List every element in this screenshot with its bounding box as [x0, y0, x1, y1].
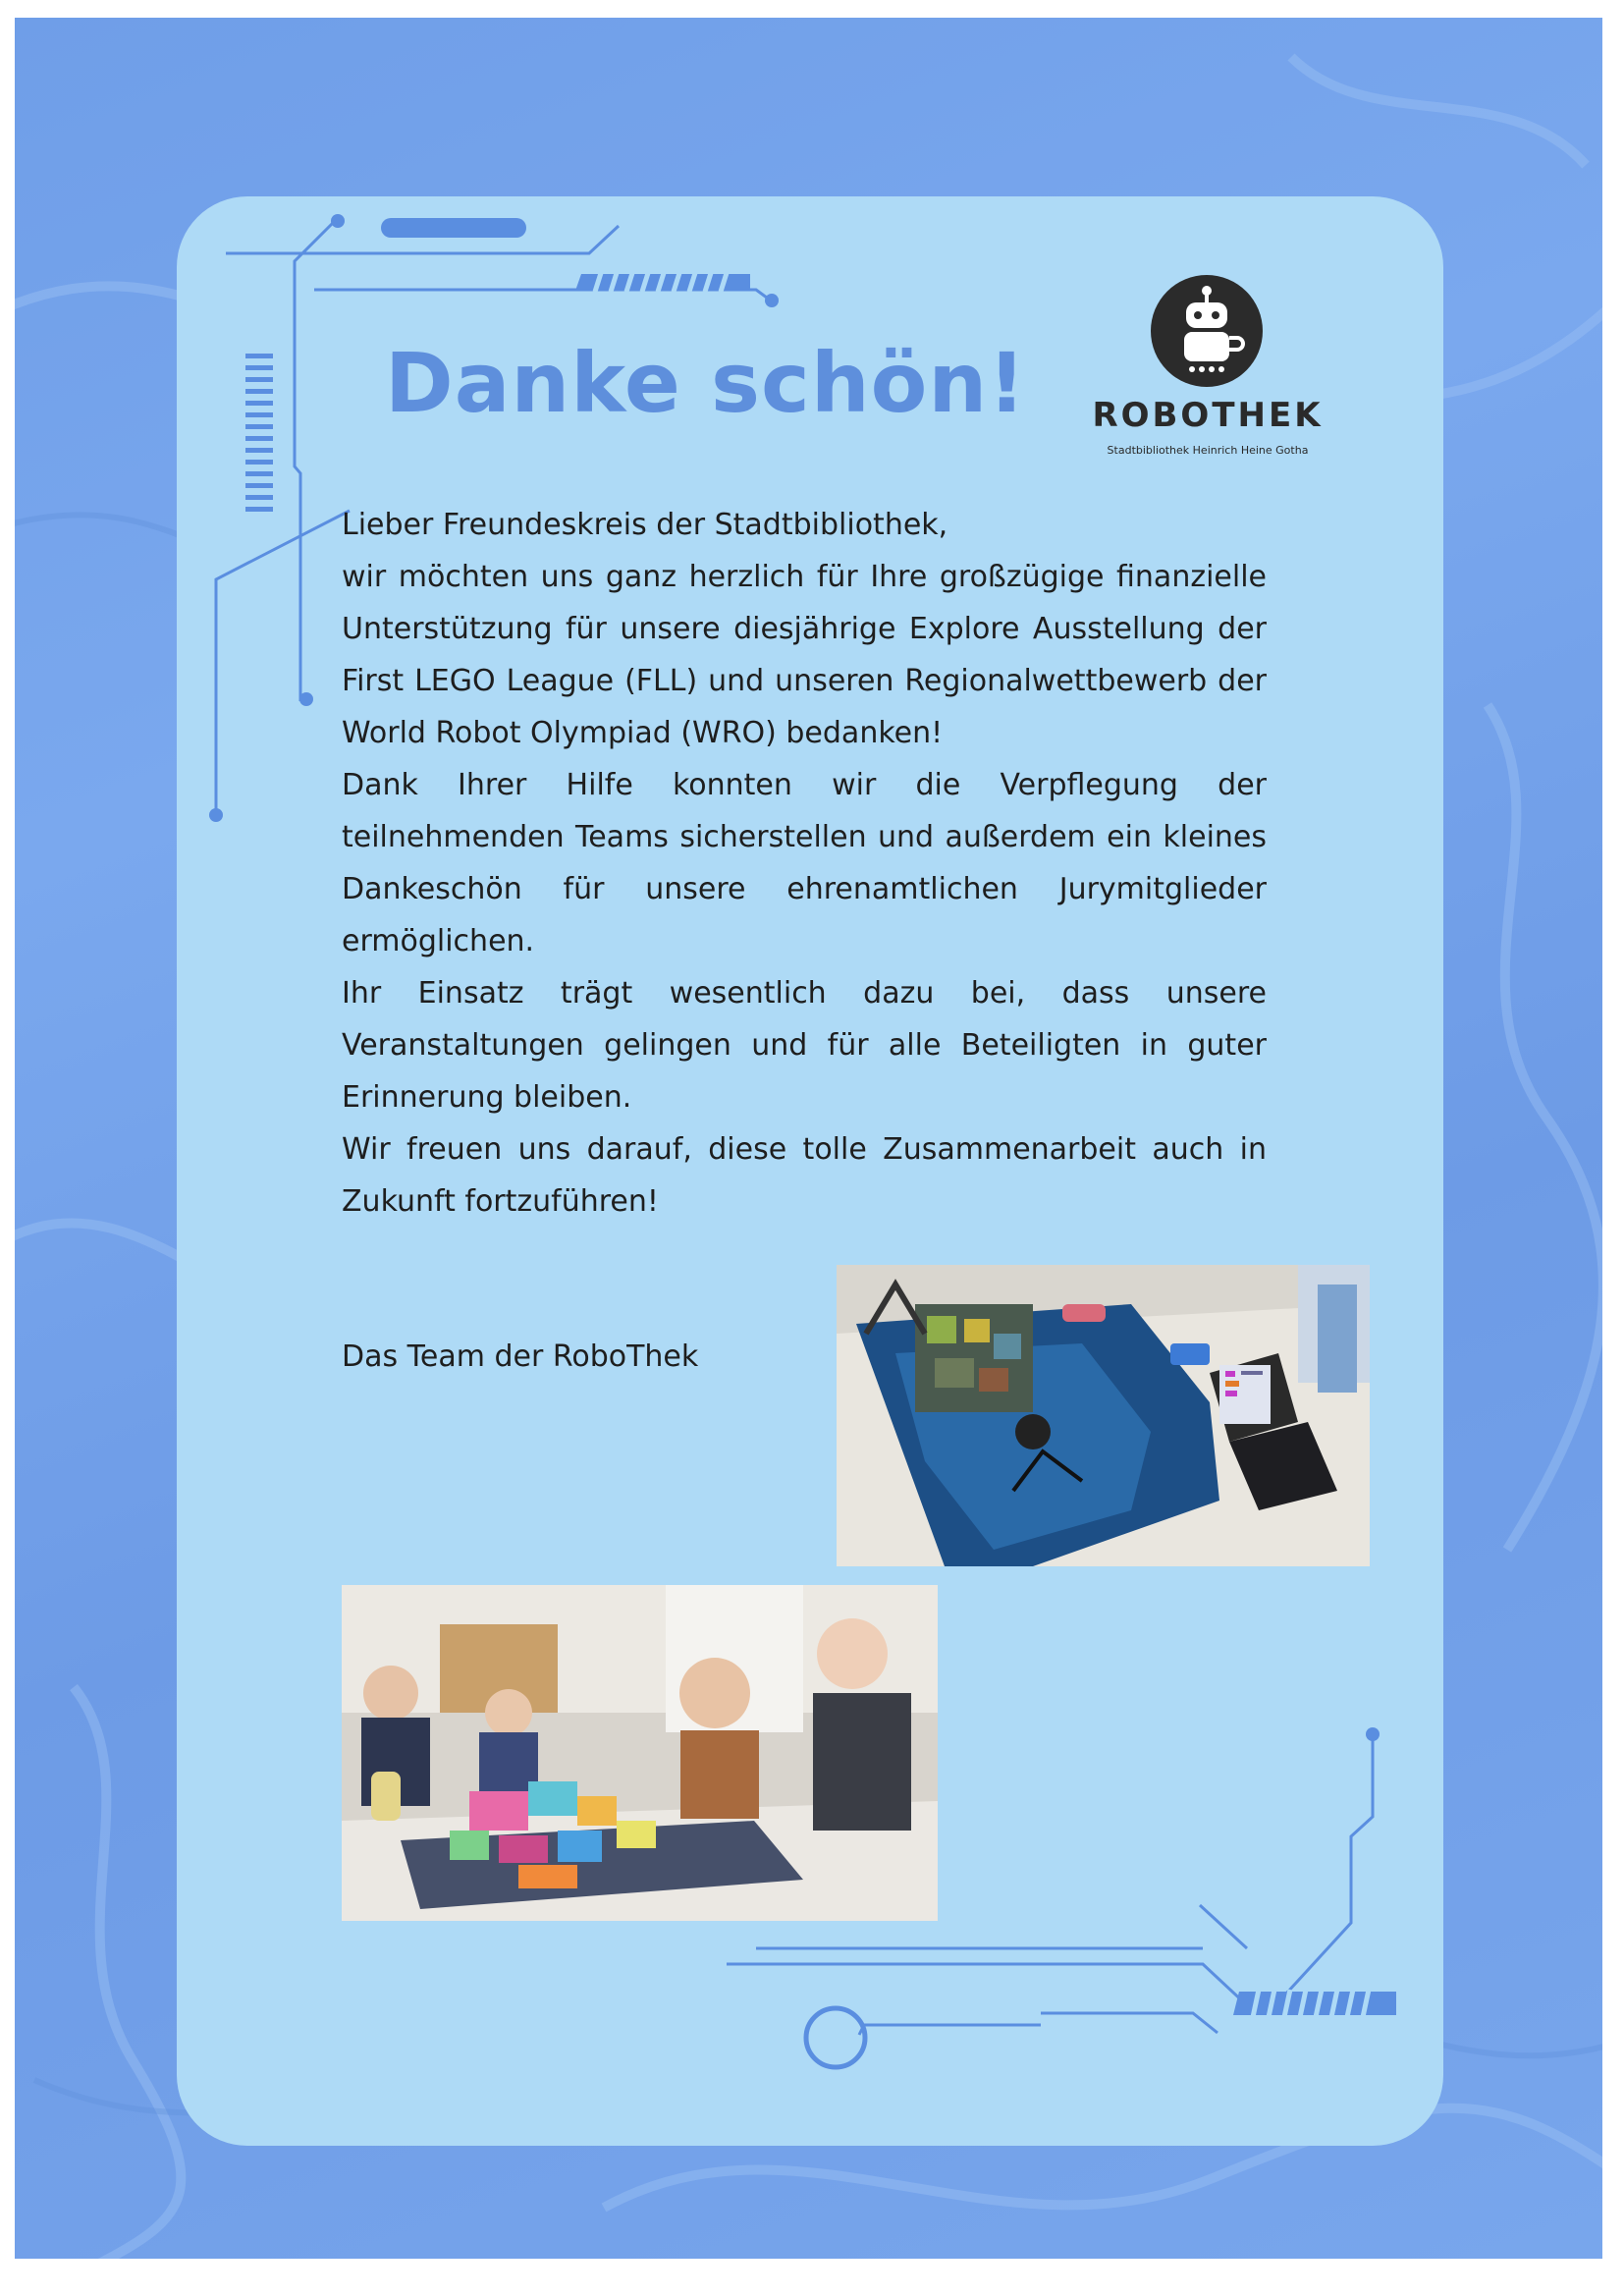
logo-wordmark: ROBOTHEK — [1092, 396, 1324, 435]
photo-robot-table — [837, 1265, 1370, 1566]
logo-subtitle: Stadtbibliothek Heinrich Heine Gotha — [1107, 444, 1309, 457]
photo-children-lego — [342, 1585, 938, 1921]
letter-salutation: Lieber Freundeskreis der Stadtbibliothek, — [342, 508, 948, 542]
letter-paragraph-1: wir möchten uns ganz herzlich für Ihre großzügige finanzielle Unterstützung für unsere diesjährige Explore Ausstellung der First LEGO League (FLL) und unseren Regionalwettbewerb der World Robot Olympiad (WRO) bedanken! — [342, 560, 1267, 750]
letter-body — [342, 499, 1267, 1228]
letter-paragraph-2: Dank Ihrer Hilfe konnten wir die Verpflegung der teilnehmenden Teams sicherstellen und außerdem ein kleines Dankeschön für unsere ehrenamtlichen Jurymitglieder ermöglichen. — [342, 768, 1267, 958]
letter-paragraph-4: Wir freuen uns darauf, diese tolle Zusammenarbeit auch in Zukunft fortzuführen! — [342, 1132, 1267, 1219]
letter-paragraph-3: Ihr Einsatz trägt wesentlich dazu bei, dass unsere Veranstaltungen gelingen und für alle Beteiligten in guter Erinnerung bleiben. — [342, 976, 1267, 1115]
letter-signature: Das Team der RoboThek — [342, 1339, 699, 1374]
robot-icon — [1151, 275, 1263, 387]
page-title: Danke schön! — [385, 335, 1027, 431]
